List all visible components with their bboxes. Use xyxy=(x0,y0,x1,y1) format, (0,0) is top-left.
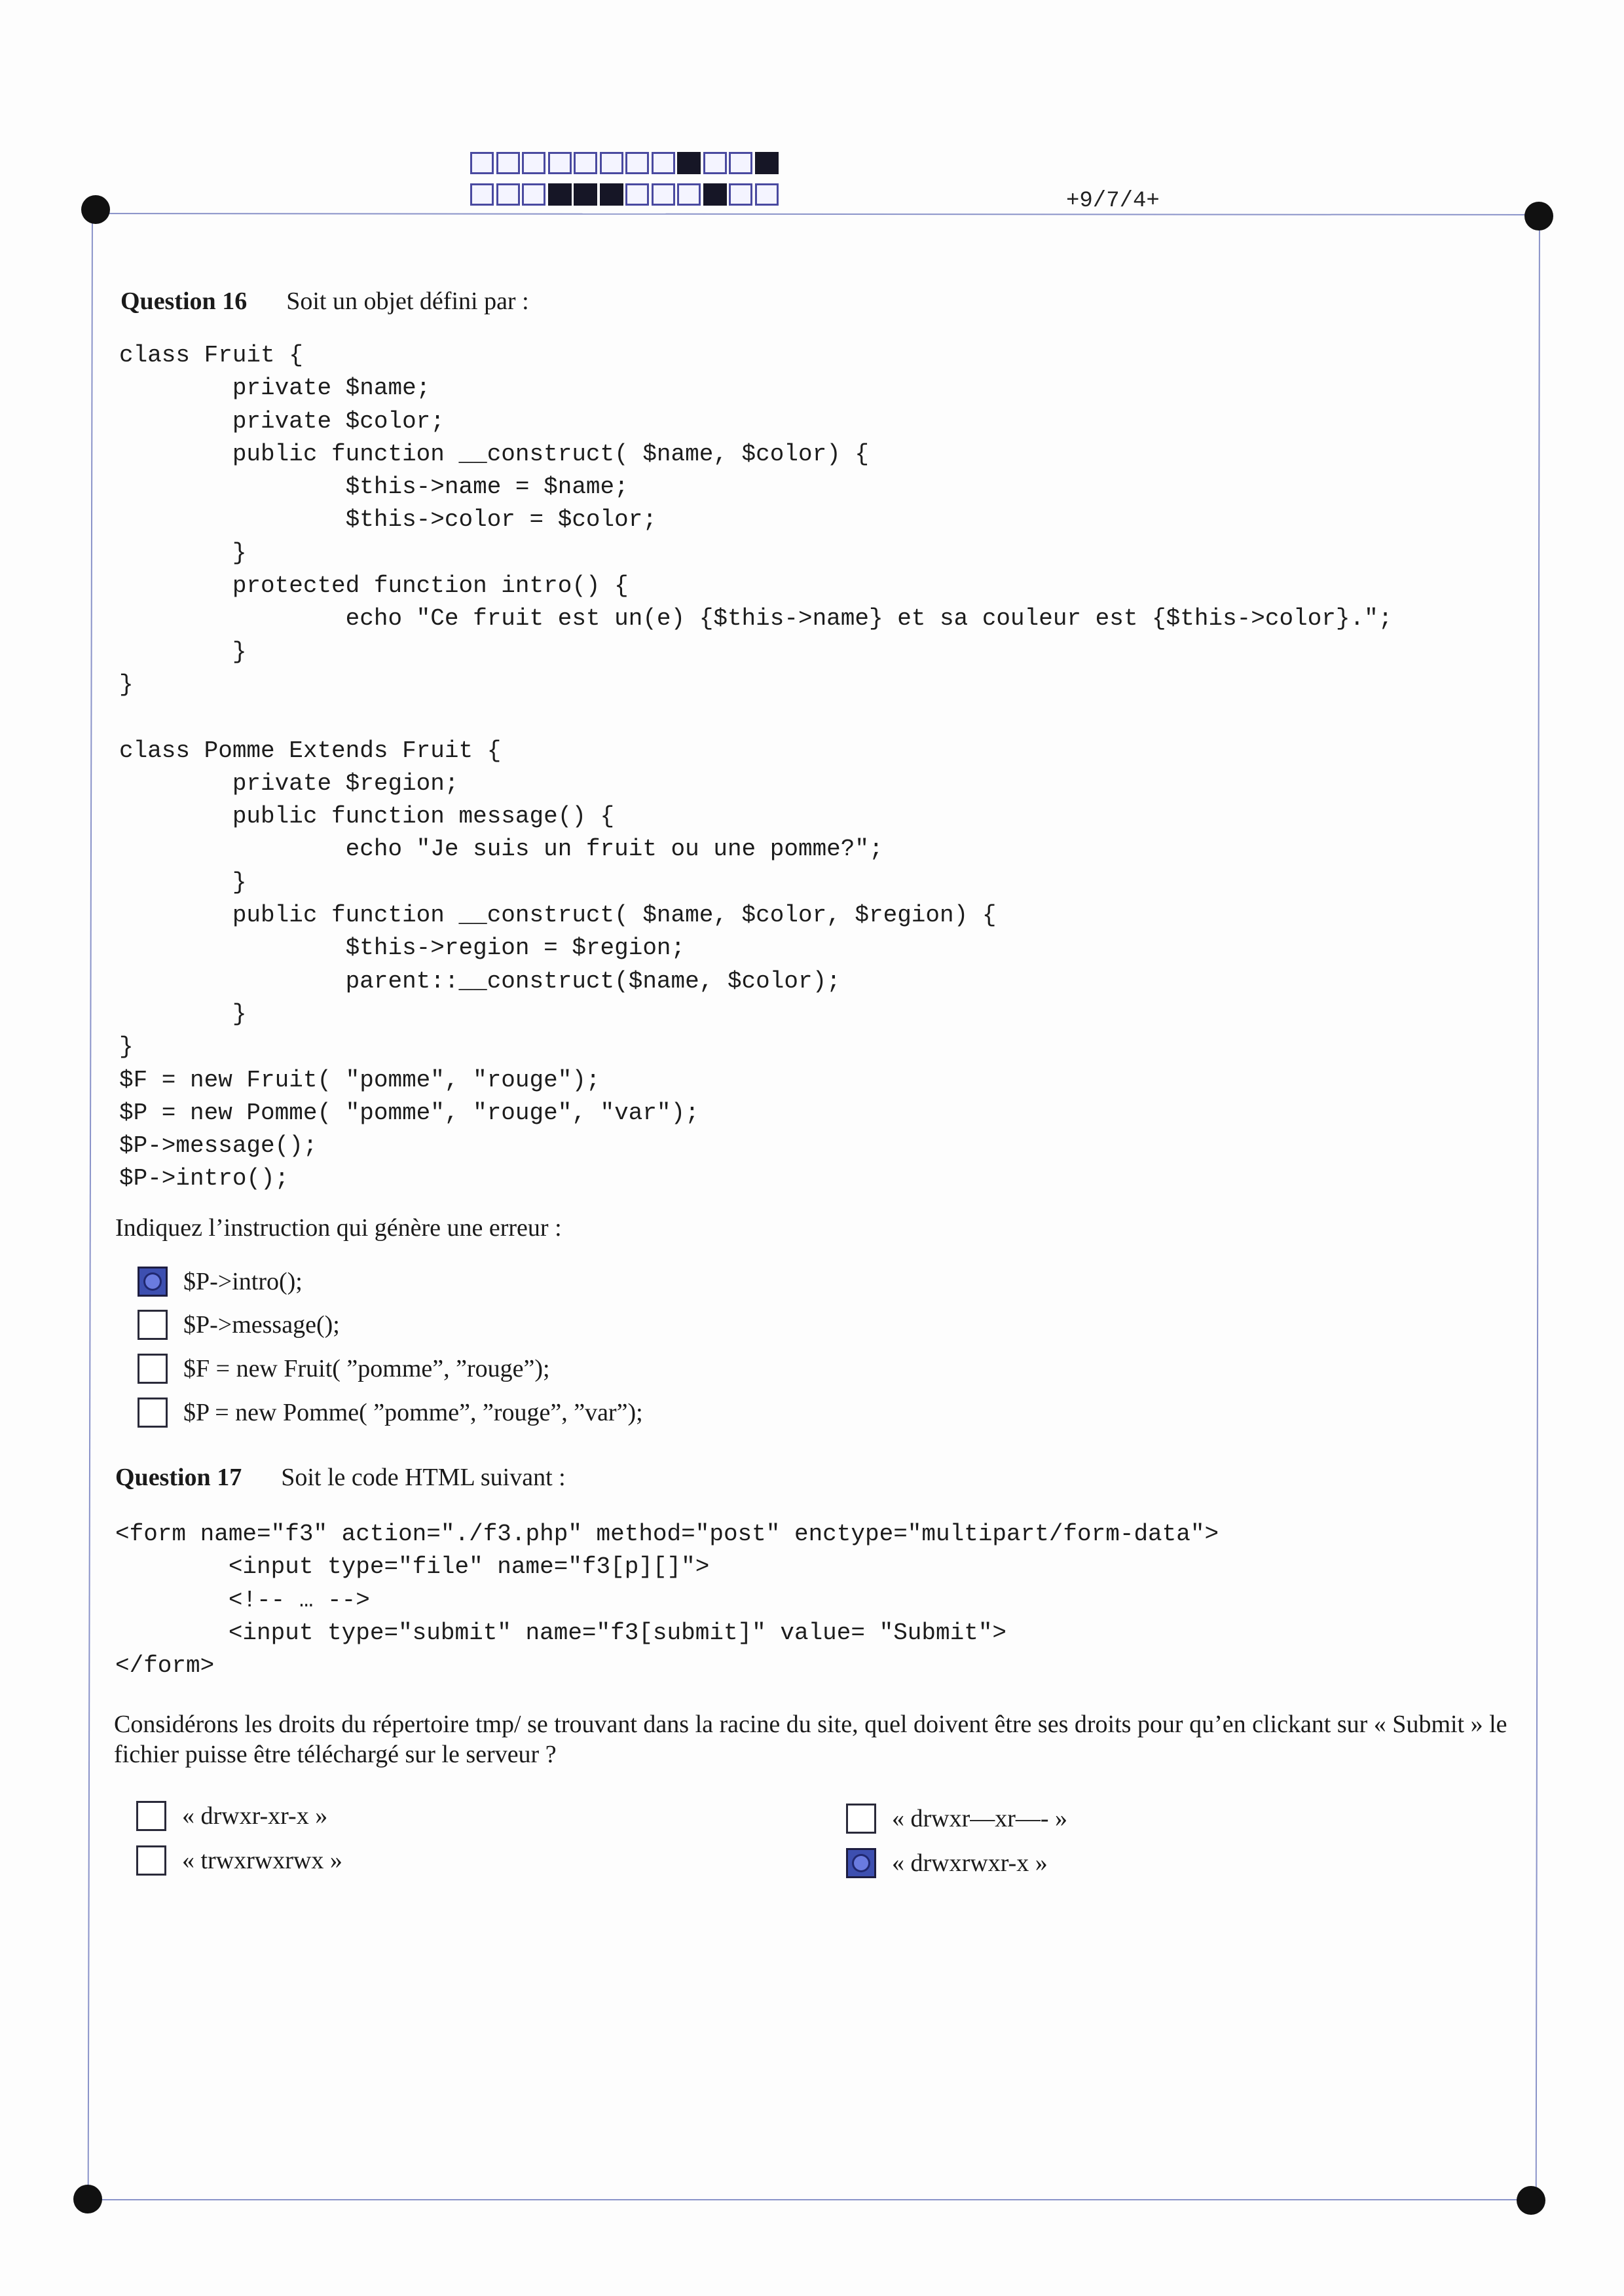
id-mark-cell xyxy=(652,152,675,174)
id-mark-cell xyxy=(574,152,597,174)
q17-choice-3-label: « drwxr—xr—- » xyxy=(892,1805,1068,1832)
id-mark-cell xyxy=(496,152,520,174)
corner-marker-top-right xyxy=(1524,202,1553,231)
q17-choice-1-label: « drwxr-xr-x » xyxy=(182,1802,328,1830)
question-16-label: Question 16 xyxy=(120,287,248,315)
question-17-heading xyxy=(115,1463,566,1492)
question-17-prompt: Soit le code HTML suivant : xyxy=(281,1464,566,1491)
q17-choice-1[interactable] xyxy=(136,1801,327,1831)
id-mark-cell xyxy=(496,183,520,206)
frame-left-line xyxy=(88,213,93,2199)
id-mark-cell xyxy=(703,183,727,206)
q17-choice-1-checkbox[interactable] xyxy=(136,1801,166,1831)
q16-choice-3-checkbox[interactable] xyxy=(138,1354,168,1384)
id-mark-cell xyxy=(703,152,727,174)
q17-choice-4-checkbox[interactable] xyxy=(846,1848,876,1878)
id-mark-cell xyxy=(548,152,572,174)
id-mark-cell xyxy=(470,152,494,174)
id-mark-cell xyxy=(522,183,545,206)
question-16-prompt: Soit un objet défini par : xyxy=(286,287,529,315)
question-16-heading xyxy=(120,287,529,316)
q16-choice-1-label: $P->intro(); xyxy=(183,1268,303,1295)
corner-marker-bottom-right xyxy=(1517,2186,1545,2215)
question-17-question: Considérons les droits du répertoire tmp/ se trouvant dans la racine du site, quel doivent être ses droits pour qu’en clickant sur « Submit » le fichier puisse être téléchargé sur le serveur ? xyxy=(114,1711,1507,1768)
id-mark-cell xyxy=(600,183,623,206)
corner-marker-top-left xyxy=(81,195,110,224)
id-mark-cell xyxy=(677,152,701,174)
q16-choice-4[interactable] xyxy=(138,1398,643,1428)
q16-choice-4-checkbox[interactable] xyxy=(138,1398,168,1428)
id-mark-cell xyxy=(625,183,649,206)
q16-choice-3[interactable] xyxy=(138,1354,550,1384)
q16-choice-1-checkbox[interactable] xyxy=(138,1267,168,1297)
id-mark-cell xyxy=(470,183,494,206)
id-mark-cell xyxy=(652,183,675,206)
id-mark-cell xyxy=(600,152,623,174)
q16-choice-1[interactable] xyxy=(138,1267,303,1297)
q17-choice-2-checkbox[interactable] xyxy=(136,1845,166,1876)
question-17-code: <form name="f3" action="./f3.php" method="post" enctype="multipart/form-data"> <input type="file" name="f3[p][]"> <!-- … --> <input type="submit" name="f3[submit]" value= "Submit"> </form> xyxy=(115,1521,1219,1680)
q17-choice-2-label: « trwxrwxrwx » xyxy=(182,1847,342,1874)
id-mark-cell xyxy=(677,183,701,206)
id-mark-cell xyxy=(729,152,752,174)
id-mark-cell xyxy=(755,152,779,174)
q16-choice-2-label: $P->message(); xyxy=(183,1311,340,1339)
id-mark-cell xyxy=(729,183,752,206)
frame-top-line xyxy=(92,213,1539,215)
q17-choice-4[interactable] xyxy=(846,1848,1048,1878)
question-17-label: Question 17 xyxy=(115,1464,242,1491)
q17-choice-4-label: « drwxrwxr-x » xyxy=(892,1849,1048,1877)
page-id: +9/7/4+ xyxy=(1066,189,1160,213)
id-mark-cell xyxy=(548,183,572,206)
corner-marker-bottom-left xyxy=(73,2185,102,2213)
q16-choice-2-checkbox[interactable] xyxy=(138,1310,168,1340)
frame-bottom-line xyxy=(86,2199,1531,2200)
question-16-instruction: Indiquez l’instruction qui génère une erreur : xyxy=(115,1214,562,1242)
id-mark-cell xyxy=(522,152,545,174)
q16-choice-2[interactable] xyxy=(138,1310,340,1340)
q17-choice-3[interactable] xyxy=(846,1804,1067,1834)
q17-choice-2[interactable] xyxy=(136,1845,342,1876)
id-mark-cell xyxy=(755,183,779,206)
q17-choice-3-checkbox[interactable] xyxy=(846,1804,876,1834)
frame-right-line xyxy=(1536,216,1540,2200)
q16-choice-3-label: $F = new Fruit( ”pomme”, ”rouge”); xyxy=(183,1355,550,1382)
id-mark-cell xyxy=(625,152,649,174)
question-16-code: class Fruit { private $name; private $color; public function __construct( $name, $color) { $this->name = $name; $this->color = $color; } protected function intro() { echo "Ce fruit est un(e) {$this->name} et sa couleur est {$this->color}."; } } class Pomme Extends Fruit { private $region; public function message() { echo "Je suis un fruit ou une pomme?"; } public function __construct( $name, $color, $region) { $this->region = $region; parent::__construct($name, $color); } } $F = new Fruit( "pomme", "rouge"); $P = new Pomme( "pomme", "rouge", "var"); $P->message(); $P->intro(); xyxy=(119,342,1393,1193)
id-mark-cell xyxy=(574,183,597,206)
q16-choice-4-label: $P = new Pomme( ”pomme”, ”rouge”, ”var”); xyxy=(183,1399,643,1426)
